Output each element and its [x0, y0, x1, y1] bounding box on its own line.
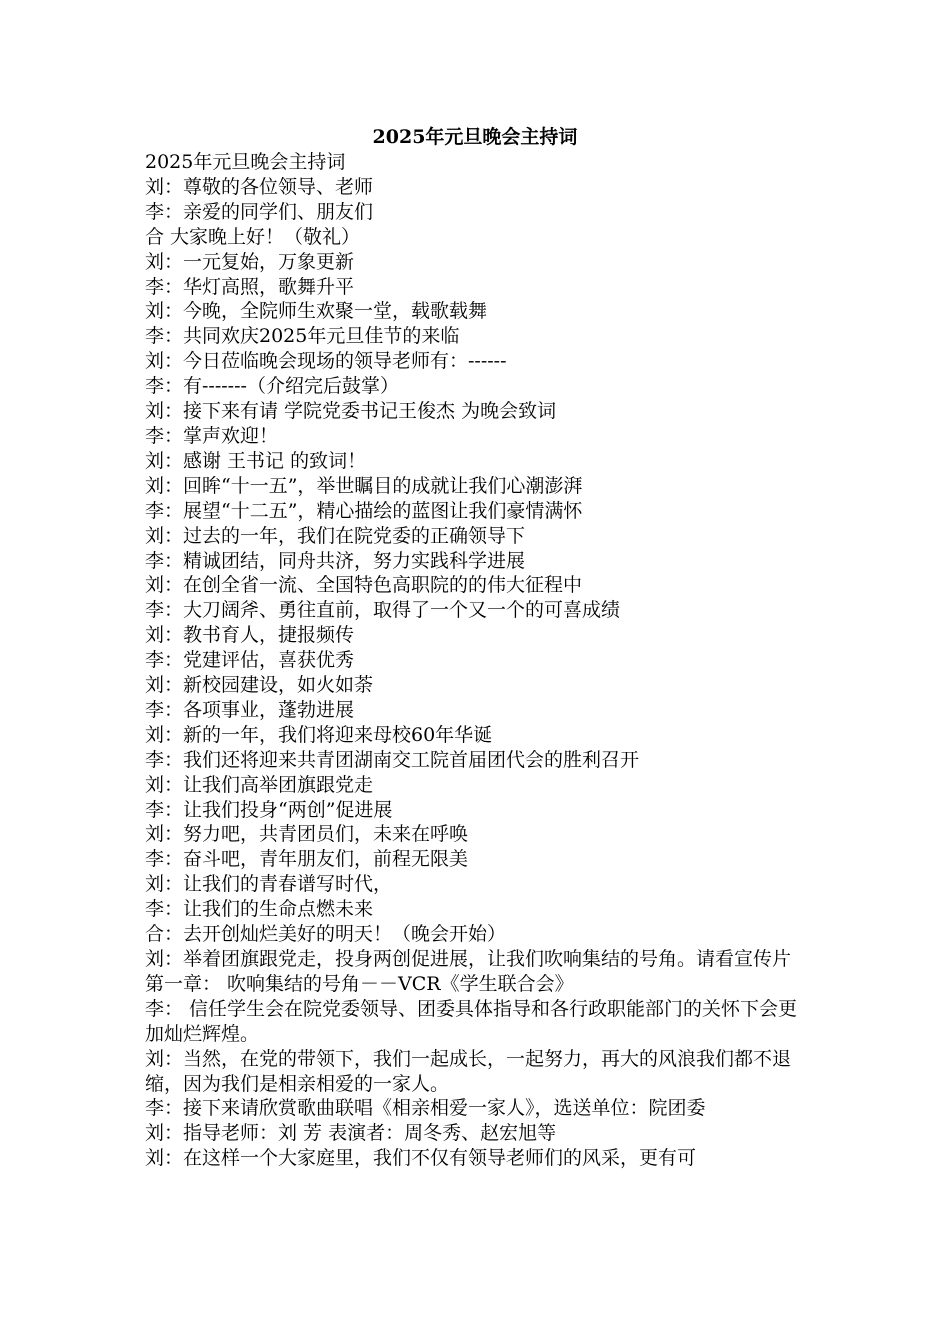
- text-line: 李：接下来请欣赏歌曲联唱《相亲相爱一家人》，选送单位：院团委: [145, 1097, 706, 1120]
- text-line: 刘：过去的一年，我们在院党委的正确领导下: [145, 524, 526, 547]
- text-line: 刘：尊敬的各位领导、老师: [145, 175, 374, 198]
- text-line: 刘：在这样一个大家庭里，我们不仅有领导老师们的风采，更有可: [145, 1147, 697, 1170]
- text-line: 李：大刀阔斧、勇往直前，取得了一个又一个的可喜成绩: [145, 599, 621, 622]
- text-line: 刘：让我们的青春谱写时代，: [145, 873, 393, 896]
- document-title: 2025年元旦晚会主持词: [372, 126, 578, 148]
- text-line: 刘：新校园建设，如火如荼: [145, 674, 374, 697]
- text-line: 合 大家晚上好！（敬礼）: [145, 225, 361, 248]
- text-line: 合：去开创灿烂美好的明天！（晚会开始）: [145, 923, 507, 946]
- text-line: 李：展望“十二五”，精心描绘的蓝图让我们豪情满怀: [145, 499, 583, 522]
- text-line: 刘：努力吧，共青团员们，未来在呼唤: [145, 823, 469, 846]
- text-line: 李：各项事业，蓬勃进展: [145, 698, 355, 721]
- text-line: 刘：指导老师：刘 芳 表演者：周冬秀、赵宏旭等: [145, 1122, 557, 1145]
- text-line: 李：让我们投身“两创”促进展: [145, 798, 393, 821]
- text-line: 李：让我们的生命点燃未来: [145, 898, 374, 921]
- text-line: 李：掌声欢迎！: [145, 424, 279, 447]
- text-line: 李：亲爱的同学们、朋友们: [145, 200, 374, 223]
- text-line: 刘：回眸“十一五”，举世瞩目的成就让我们心潮澎湃: [145, 474, 583, 497]
- text-line: 李：我们还将迎来共青团湖南交工院首届团代会的胜利召开: [145, 748, 640, 771]
- text-line: 刘：举着团旗跟党走，投身两创促进展，让我们吹响集结的号角。请看宣传片: [145, 948, 792, 970]
- text-line: 刘：新的一年，我们将迎来母校60年华诞: [145, 723, 493, 746]
- text-line: 第一章： 吹响集结的号角－－VCR《学生联合会》: [145, 972, 574, 995]
- text-line: 刘：感谢 王书记 的致词！: [145, 449, 367, 472]
- text-line: 刘：一元复始，万象更新: [145, 250, 355, 273]
- text-line: 刘：当然，在党的带领下，我们一起成长，一起努力，再大的风浪我们都不退缩，因为我们是相亲相爱的一家人。: [145, 1047, 792, 1095]
- text-line: 刘：今晚，全院师生欢聚一堂，载歌载舞: [145, 300, 488, 323]
- text-line: 李：精诚团结，同舟共济，努力实践科学进展: [145, 549, 526, 572]
- text-line: 李：华灯高照，歌舞升平: [145, 275, 355, 298]
- text-line: 李： 信任学生会在院党委领导、团委具体指导和各行政职能部门的关怀下会更加灿烂辉煌。: [145, 997, 798, 1045]
- document-body: [145, 150, 805, 1171]
- text-line: 刘：今日莅临晚会现场的领导老师有：------: [145, 350, 507, 373]
- text-line: 刘：接下来有请 学院党委书记王俊杰 为晚会致词: [145, 400, 557, 423]
- text-line: 李：有-------（介绍完后鼓掌）: [145, 375, 399, 398]
- text-line: 刘：教书育人，捷报频传: [145, 624, 355, 647]
- text-line: 刘：在创全省一流、全国特色高职院的的伟大征程中: [145, 574, 583, 597]
- text-line: 李：奋斗吧，青年朋友们，前程无限美: [145, 848, 469, 871]
- text-line: 李：共同欢庆2025年元旦佳节的来临: [145, 325, 460, 348]
- text-line: 刘：让我们高举团旗跟党走: [145, 773, 374, 796]
- text-line: 李：党建评估，喜获优秀: [145, 649, 355, 672]
- text-line: 2025年元旦晚会主持词: [145, 151, 346, 173]
